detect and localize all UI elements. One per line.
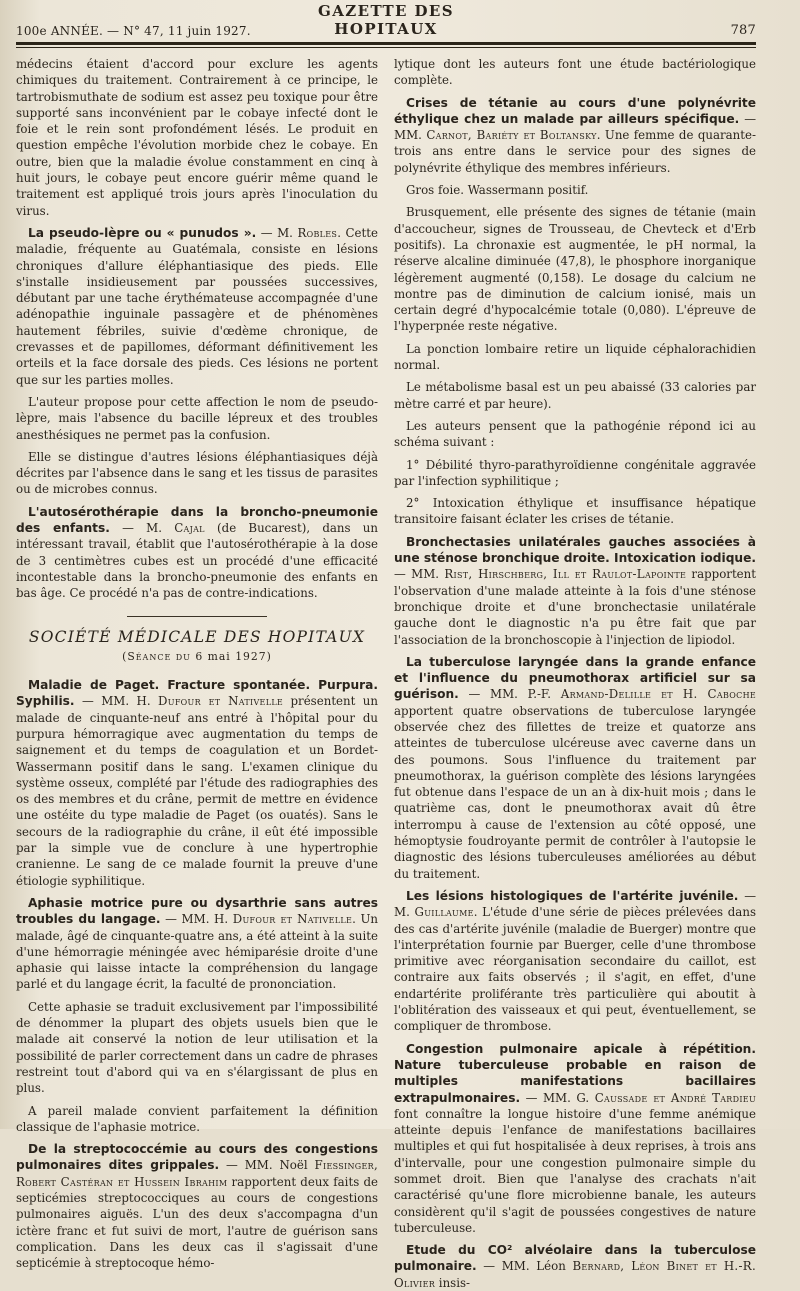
- article-author: Robles: [297, 225, 338, 240]
- header-rule: [16, 42, 756, 45]
- article-paget: [16, 677, 378, 889]
- article-text: (de Bucarest), dans un intéressant travail, établit que l'autosérothérapie à la dose de 3 centimètres cubes est un procédé d'une efficacité incontestable dans la broncho-pneumonie des enfants en bas âge. Ce procédé n'a pas de contre-indications.: [16, 521, 378, 601]
- article-text: rapportent l'observation d'une malade atteinte à la fois d'une sténose bronchique droite et d'une bronchectasie unilatérale gauche dont le diagnostic n'a pu être fait que par l'association de la bronchoscopie à l'injection de lipiodol.: [394, 567, 757, 647]
- article-authors: Fiessinger, Robert Castéran et Hussein Ibrahim: [16, 1158, 379, 1189]
- paragraph: La ponction lombaire retire un liquide céphalorachidien normal.: [394, 341, 756, 373]
- article-text: rapportent deux faits de septicémies streptococciques au cours de congestions pulmonaires aiguës. L'un des deux s'accompagna d'un ictère franc et fut suivi de mort, l'autre de guérison sans complication. Dans les deux cas il s'agissait d'une septicémie à streptocoque hémo-: [16, 1174, 378, 1271]
- dash: — M.: [394, 888, 757, 920]
- article-authors: Dufour et Nativelle: [158, 694, 284, 709]
- article-pseudo-lepre: [16, 225, 378, 388]
- left-column: [16, 56, 379, 1271]
- continued-paragraph: lytique dont les auteurs font une étude bactériologique complète.: [394, 57, 756, 88]
- article-text: . Cette maladie, fréquente au Guatémala, consiste en lésions chroniques d'allure éléphantiasique des pieds. Elle s'installe insidieusement par poussées successives, débutant par une tache érythémateuse accompagnée d'une adénopathie inguinale passagère et de phénomènes hautement fébriles, suivie d'œdème chronique, de crevasses et de papillomes, déformant définitivement les orteils et la face dorsale des pieds. Ces lésions ne portent que sur les parties molles.: [16, 225, 378, 387]
- paragraph: Gros foie. Wassermann positif.: [406, 183, 589, 198]
- article-text: apportent quatre observations de tuberculose laryngée observée chez des fillettes de treize et quatorze ans atteintes de tuberculose ulcéreuse avec caverne dans un des poumons. Sous l'influence du traitement par pneumothorax, la guérison complète des lésions laryngées fut obtenue dans l'espace de un an à dix-huit mois ; dans le quatrième cas, dont le pneumothorax avait dû être interrompu à cause de l'extension au côté opposé, une hémoptysie foudroyante permit de contrôler à l'autopsie le diagnostic des lésions tuberculeuses améliorées au début du traitement.: [394, 703, 756, 881]
- dash: — MM.: [394, 111, 756, 143]
- paragraph: Brusquement, elle présente des signes de tétanie (main d'accoucheur, signes de Trousseau, de Chevteck et d'Erb positifs). La chronaxie est augmentée, le pH normal, la réserve alcaline diminuée (47,8), le phosphore inorganique légèrement augmenté (0,158). Le dosage du calcium ne montre pas de diminution de calcium ionisé, mais un certain degré d'hypocalcémie totale (0,080). L'épreuve de l'hyperpnée reste négative.: [394, 205, 756, 334]
- session-label: Séance du: [127, 649, 191, 663]
- section-divider: [127, 616, 267, 617]
- dash: — M.: [109, 521, 175, 536]
- paragraph: L'auteur propose pour cette affection le nom de pseudo-lèpre, mais l'absence du bacille lépreux et des troubles anesthésiques ne permet pas la confusion.: [16, 394, 378, 442]
- article-title: Les lésions histologiques de l'artérite juvénile.: [406, 888, 739, 903]
- article-title: La tuberculose laryngée dans la grande enfance et l'influence du pneumothorax artificiel sur sa guérison.: [394, 654, 756, 702]
- article-title: Aphasie motrice pure ou dysarthrie sans autres troubles du langage.: [16, 895, 378, 927]
- dash: — MM.: [394, 567, 445, 582]
- article-text: . Un malade, âgé de cinquante-quatre ans, a été atteint à la suite d'une hémorragie méningée avec hémiparésie droite d'une aphasie qui laisse intacte la compréhension du langage parlé et du langage écrit, la faculté de prononciation.: [16, 912, 378, 992]
- dash: — MM. H.: [160, 912, 233, 927]
- article-title: Congestion pulmonaire apicale à répétition. Nature tuberculeuse probable en raison de multiples manifestations bacillaires extrapulmonaires.: [394, 1041, 756, 1105]
- journal-title: GAZETTE DES HOPITAUX: [318, 2, 454, 38]
- paragraph: Elle se distingue d'autres lésions éléphantiasiques déjà décrites par l'absence dans le sang et les tissus de parasites ou de microbes connus.: [16, 449, 378, 497]
- paragraph: Les auteurs pensent que la pathogénie répond ici au schéma suivant :: [394, 418, 756, 450]
- paragraph: Cette aphasie se traduit exclusivement par l'impossibilité de dénommer la plupart des objets usuels bien que le malade ait conservé la notion de leur utilisation et la possibilité de parler correctement dans un cadre de phrases restreint tout d'abord qui va en s'élargissant de plus en plus.: [16, 999, 378, 1096]
- header-rule-thin: [16, 47, 756, 48]
- society-heading: SOCIÉTÉ MÉDICALE DES HOPITAUX: [28, 627, 366, 646]
- article-co2: [394, 1242, 756, 1291]
- article-author: Guillaume: [414, 905, 474, 920]
- article-tetanie: [394, 95, 756, 176]
- dash: — MM. H.: [74, 694, 159, 709]
- article-text: . Une femme de quarante-trois ans entre dans le service pour des signes de polynévrite éthylique des membres inférieurs.: [394, 128, 756, 175]
- article-title: De la streptococcémie au cours des congestions pulmonaires dites grippales.: [16, 1142, 378, 1173]
- session-date: (Séance du 6 mai 1927): [122, 649, 272, 663]
- article-authors: Caussade et André Tardieu: [594, 1090, 756, 1105]
- dash: — MM. G.: [520, 1090, 595, 1105]
- article-title: La pseudo-lèpre ou « punudos ».: [28, 225, 257, 240]
- article-congestion: [394, 1041, 756, 1237]
- article-title: L'autosérothérapie dans la broncho-pneumonie des enfants.: [16, 504, 378, 536]
- article-autoserotherapie: [16, 504, 378, 602]
- article-title: Maladie de Paget. Fracture spontanée. Purpura. Syphilis.: [16, 678, 378, 709]
- page-header: [16, 2, 756, 38]
- issue-info: 100e ANNÉE. — N° 47, 11 juin 1927.: [16, 24, 251, 38]
- dash: — MM. P.-F.: [458, 687, 561, 702]
- paragraph: A pareil malade convient parfaitement la définition classique de l'aphasie motrice.: [16, 1103, 378, 1134]
- article-streptococcemie: [16, 1141, 378, 1271]
- list-item: 1° Débilité thyro-parathyroïdienne congénitale aggravée par l'infection syphilitique ;: [394, 457, 756, 488]
- page-number: 787: [730, 23, 756, 38]
- article-bronchectasies: [394, 534, 756, 648]
- article-arterite: [394, 888, 756, 1035]
- list-item: 2° Intoxication éthylique et insuffisance hépatique transitoire faisant éclater les crises de tétanie.: [394, 496, 756, 527]
- article-text: insis-: [435, 1275, 471, 1290]
- article-title: Crises de tétanie au cours d'une polynévrite éthylique chez un malade par ailleurs spécifique.: [394, 95, 756, 126]
- article-authors: Dufour et Nativelle: [232, 912, 353, 927]
- article-title: Bronchectasies unilatérales gauches associées à une sténose bronchique droite. Intoxication iodique.: [394, 534, 756, 566]
- two-column-body: [16, 56, 757, 1290]
- article-text: présentent un malade de cinquante-neuf ans entré à l'hôpital pour du purpura hémorragique avec augmentation du temps de saignement et du temps de coagulation et un Bordet-Wassermann positif dans le sang. L'examen clinique du système osseux, complété par l'étude des radiographies des os des membres et du crâne, permit de mettre en évidence une ostéite du type maladie de Paget (os ouatés). Sans le secours de la radiographie du crâne, il eût été impossible par la simple vue de conclure à une hypertrophie cranienne. Le sang de ce malade fournit la preuve d'une étiologie syphilitique.: [16, 694, 378, 888]
- dash: — MM. Noël: [219, 1158, 315, 1173]
- dash: — M.: [256, 225, 298, 240]
- article-title: Etude du CO² alvéolaire dans la tuberculose pulmonaire.: [394, 1243, 756, 1274]
- article-text: font connaître la longue histoire d'une femme anémique atteinte depuis l'enfance de manifestations bacillaires multiples et qui fut hospitalisée à deux reprises, à trois ans d'intervalle, pour une congestion pulmonaire simple du sommet droit. Bien que l'analyse des crachats n'ait caractérisé qu'une flore microbienne banale, les auteurs considèrent qu'il s'agit de poussées congestives de nature tuberculeuse.: [394, 1106, 756, 1235]
- article-aphasie: [16, 895, 378, 993]
- right-column: [394, 56, 757, 1290]
- article-tuberculose-laryngee: [394, 654, 756, 882]
- session-date-value: 6 mai 1927: [195, 649, 267, 663]
- dash: — MM. Léon: [476, 1259, 573, 1274]
- paragraph: Le métabolisme basal est un peu abaissé (33 calories par mètre carré et par heure).: [394, 380, 756, 411]
- article-authors: Carnot, Bariéty et Boltansky: [426, 128, 597, 143]
- article-author: Cajal: [174, 521, 205, 536]
- article-authors: Rist, Hirschberg, Ill et Raulot-Lapointe: [444, 567, 687, 582]
- article-authors: Bernard, Léon Binet et H.-R. Olivier: [394, 1259, 756, 1290]
- article-text: . L'étude d'une série de pièces prélevées dans des cas d'artérite juvénile (maladie de Buerger) montre que l'interprétation fournie par Buerger, celle d'une thrombose primitive avec réorganisation secondaire du caillot, est contraire aux faits observés ; il s'agit, en effet, d'une endartérite proliférante très particulière qui aboutit à l'oblitération des vaisseaux et qui peut, éventuellement, se compliquer de thrombose.: [394, 905, 756, 1034]
- continued-paragraph: médecins étaient d'accord pour exclure les agents chimiques du traitement. Contrairement à ce principe, le tartrobismuthate de sodium est assez peu toxique pour être supporté sans inconvénient par le cobaye infecté dont le foie et le rein sont profondément lésés. Le produit en question empêche l'évolution morbide chez le cobaye. En outre, bien que la maladie évolue constamment en cinq à huit jours, le cobaye peut encore guérir même quand le traitement est appliqué trois jours après l'inoculation du virus.: [16, 57, 378, 218]
- article-authors: Armand-Delille et H. Caboche: [560, 687, 756, 702]
